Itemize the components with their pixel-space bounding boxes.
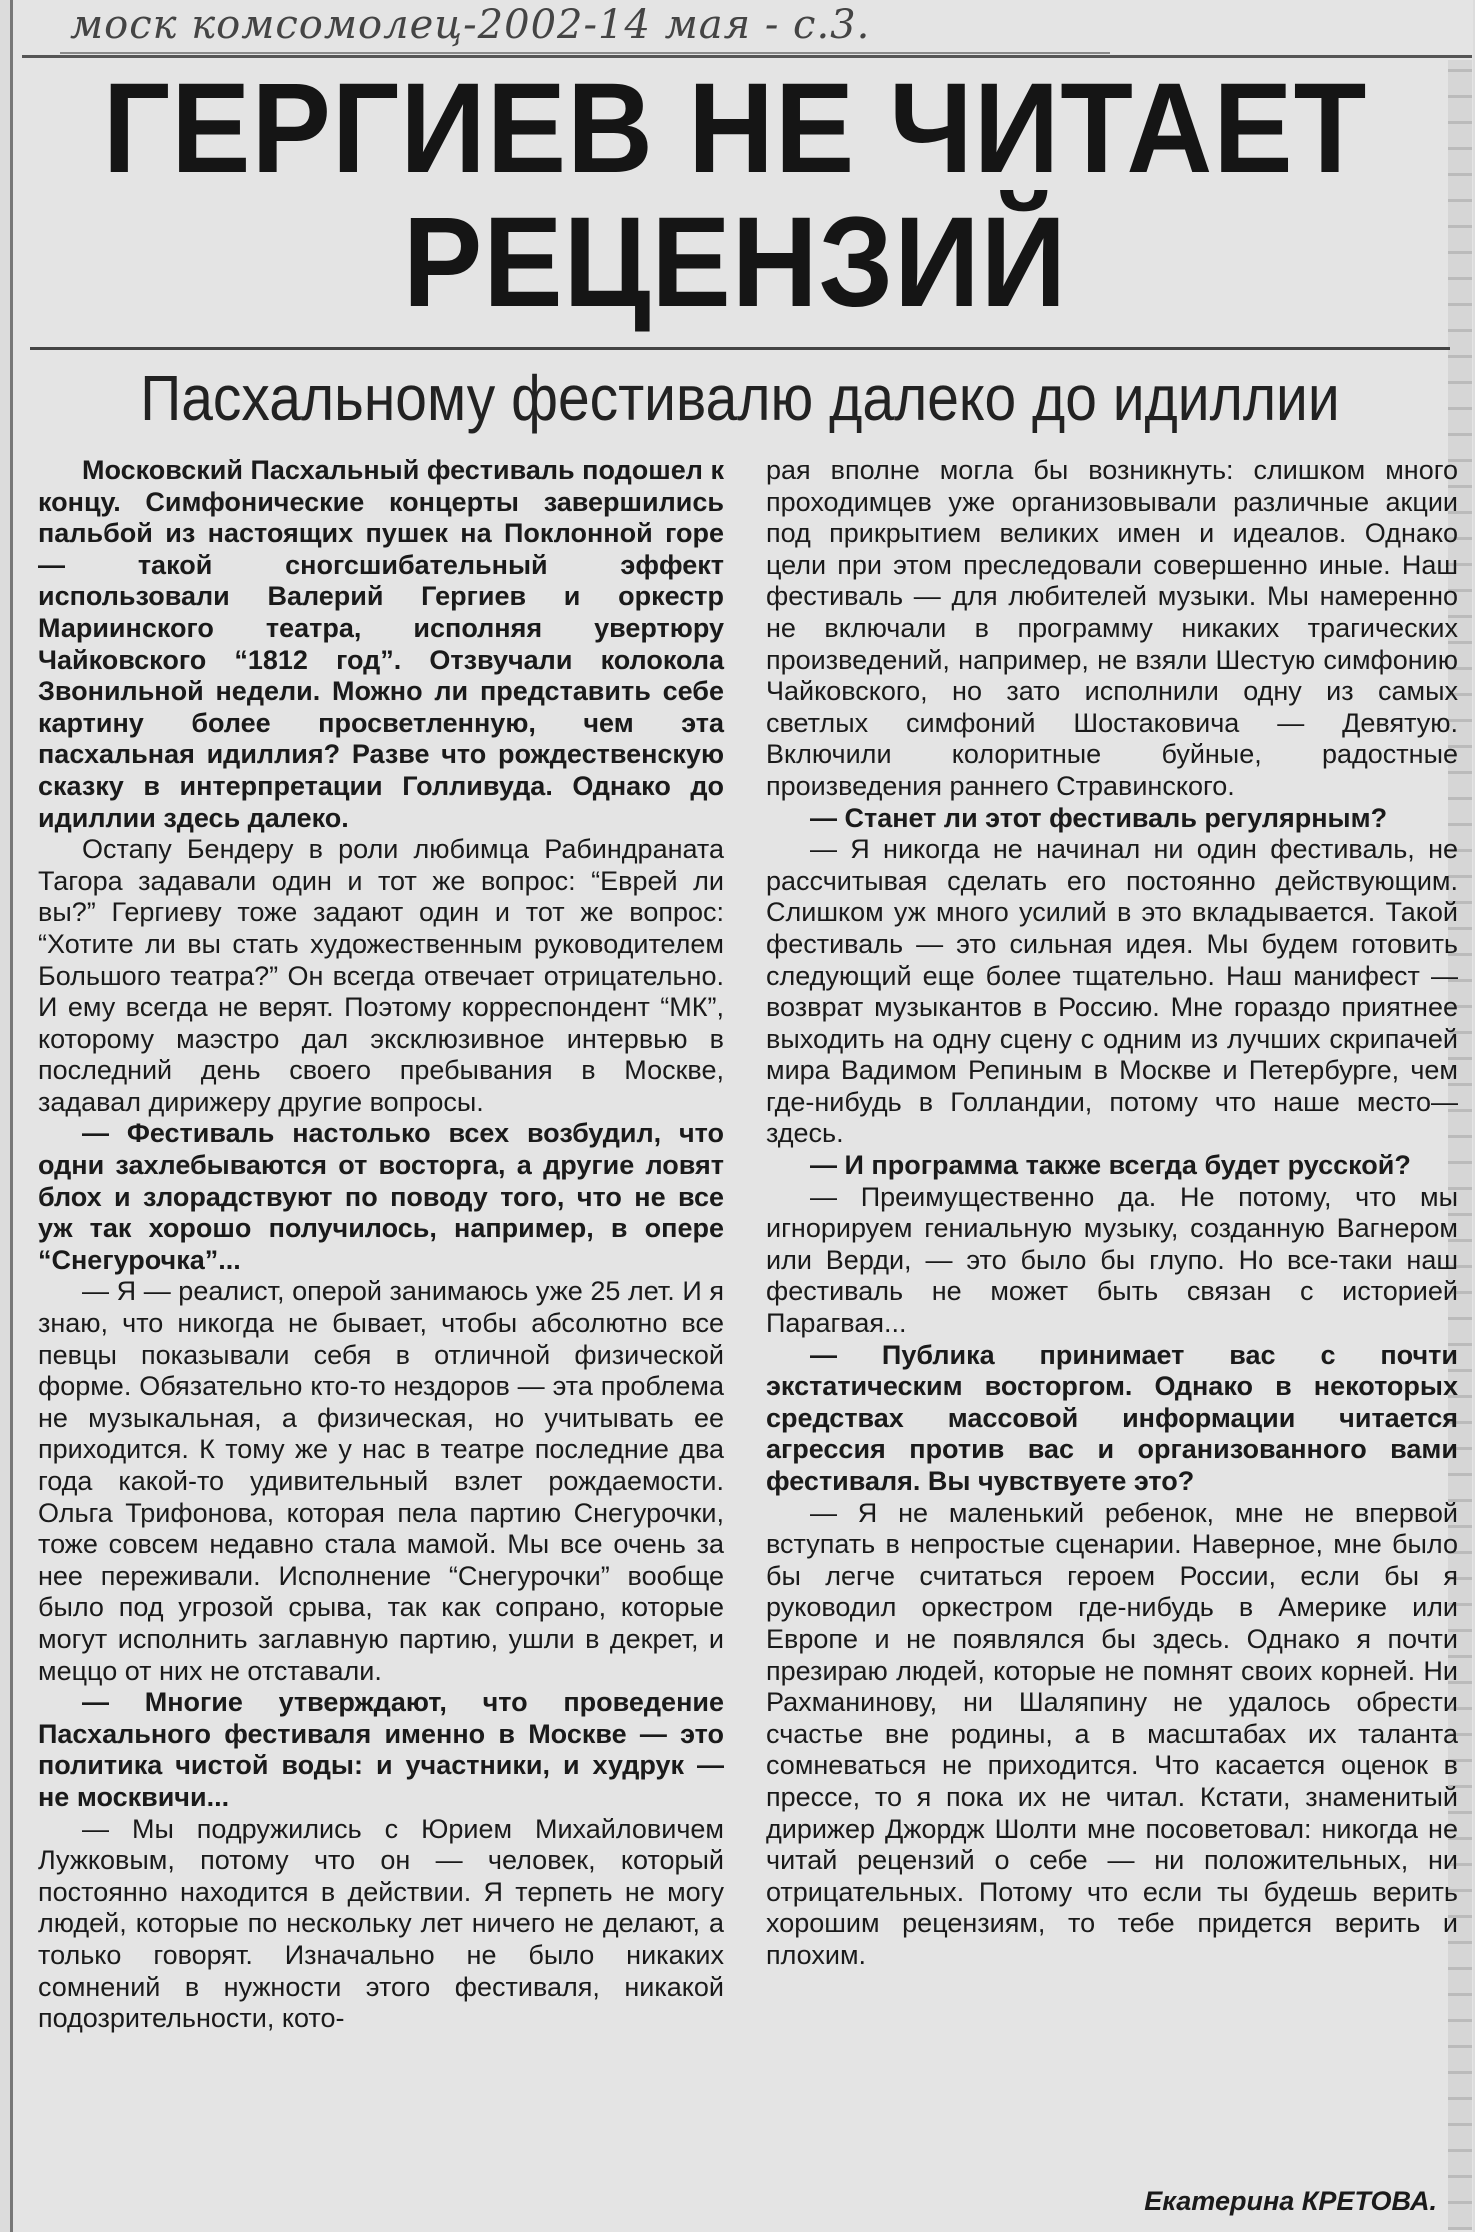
interview-answer: — Я не маленький ребенок, мне не впервой вступать в непростые сценарии. Наверное, мне было бы легче считаться героем России, если бы я руководил оркестром где-нибудь в Америке или Европе и не появлялся бы здесь. Однако я почти презираю людей, которые не помнят своих корней. Ни Рахманинову, ни Шаляпину не удалось обрести счастье вне родины, а в масштабах их таланта сомневаться не приходится. Что касается оценок в прессе, то я пока их не читал. Кстати, знаменитый дирижер Джордж Шолти мне посоветовал: никогда не читай рецензий о себе — ни положительных, ни отрицательных. Потому что если ты будешь верить хорошим рецензиям, то тебе придется верить и плохим.	[766, 1497, 1458, 1970]
interview-question: — Публика принимает вас с почти экстатическим восторгом. Однако в некоторых средствах массовой информации читается агрессия против вас и организованного вами фестиваля. Вы чувствуете это?	[766, 1339, 1458, 1496]
headline-rule	[30, 347, 1450, 350]
handwriting-underline	[60, 52, 1110, 54]
author-signature: Екатерина КРЕТОВА.	[1144, 2186, 1437, 2216]
left-text-column	[38, 455, 724, 2035]
body-paragraph: Остапу Бендеру в роли любимца Рабиндраната Тагора задавали один и тот же вопрос: “Еврей ли вы?” Гергиеву тоже задают один и тот же вопрос: “Хотите ли вы стать художественным руководителем Большого театра?” Он всегда отвечает отрицательно. И ему всегда не верят. Поэтому корреспондент “МК”, которому маэстро дал эксклюзивное интервью в последний день своего пребывания в Москве, задавал дирижеру другие вопросы.	[38, 834, 724, 1117]
interview-question: — Многие утверждают, что проведение Пасхального фестиваля именно в Москве — это политика чистой воды: и участники, и худрук — не москвичи...	[38, 1687, 724, 1812]
interview-question: — Фестиваль настолько всех возбудил, что одни захлебываются от восторга, а другие ловят блох и злорадствуют по поводу того, что не все уж так хорошо получилось, например, в опере “Снегурочка”...	[38, 1118, 724, 1275]
handwritten-source-note: моск комсомолец-2002-14 мая - с.3.	[70, 2, 871, 48]
interview-question: — Станет ли этот фестиваль регулярным?	[810, 802, 1388, 833]
interview-question: — И программа также всегда будет русской?	[810, 1150, 1411, 1181]
continued-paragraph: рая вполне могла бы возникнуть: слишком много проходимцев уже организовывали различные акции под прикрытием великих имен и идеалов. Однако цели при этом преследовали совершенно иные. Наш фестиваль — для любителей музыки. Мы намеренно не включали в программу никаких трагических произведений, например, не взяли Шестую симфонию Чайковского, но зато исполнили одну из самых светлых симфоний Шостаковича — Девятую. Включили колоритные буйные, радостные произведения раннего Стравинского.	[766, 455, 1458, 801]
lead-paragraph: Московский Пасхальный фестиваль подошел к концу. Симфонические концерты завершились пальбой из настоящих пушек на Поклонной горе — такой сногсшибательный эффект использовали Валерий Гергиев и оркестр Мариинского театра, исполняя увертюру Чайковского “1812 год”. Отзвучали колокола Звонильной недели. Можно ли представить себе картину более просветленную, чем эта пасхальная идиллия? Разве что рождественскую сказку в интерпретации Голливуда. Однако до идиллии здесь далеко.	[38, 455, 724, 833]
headline-line-2: РЕЦЕНЗИЙ	[402, 191, 1068, 334]
right-text-column	[766, 455, 1458, 1972]
headline-line-1: ГЕРГИЕВ НЕ ЧИТАЕТ	[102, 57, 1368, 200]
article-subheadline: Пасхальному фестивалю далеко до идиллии	[140, 362, 1340, 434]
interview-answer: — Мы подружились с Юрием Михайловичем Лужковым, потому что он — человек, который постоянно находится в действии. Я терпеть не могу людей, которые по нескольку лет ничего не делают, а только говорят. Изначально не было никаких сомнений в нужности этого фестиваля, никакой подозрительности, кото-	[38, 1813, 724, 2034]
interview-answer: — Я — реалист, оперой занимаюсь уже 25 лет. И я знаю, что никогда не бывает, чтобы абсолютно все певцы показывали себя в отличной физической форме. Обязательно кто-то нездоров — эта проблема не музыкальная, а физическая, но учитывать ее приходится. К тому же у нас в театре последние два года какой-то удивительный взлет рождаемости. Ольга Трифонова, которая пела партию Снегурочки, тоже совсем недавно стала мамой. Мы все очень за нее переживали. Исполнение “Снегурочки” вообще было под угрозой срыва, так как сопрано, которые могут исполнить заглавную партию, ушли в декрет, и меццо от них не отставали.	[38, 1276, 724, 1686]
interview-answer: — Преимущественно да. Не потому, что мы игнорируем гениальную музыку, созданную Вагнером или Верди, — это было бы глупо. Но все-таки наш фестиваль не может быть связан с историей Парагвая...	[766, 1181, 1458, 1339]
interview-answer: — Я никогда не начинал ни один фестиваль, не рассчитывая сделать его постоянно действующим. Слишком уж много усилий в это вкладывается. Такой фестиваль — это сильная идея. Мы будем готовить следующий еще более тщательно. Наш манифест — возврат музыкантов в Россию. Мне гораздо приятнее выходить на одну сцену с одним из лучших скрипачей мира Вадимом Репиным в Москве и Петербурге, чем где-нибудь в Голландии, потому что наше место— здесь.	[766, 834, 1458, 1149]
article-headline	[79, 57, 1390, 334]
